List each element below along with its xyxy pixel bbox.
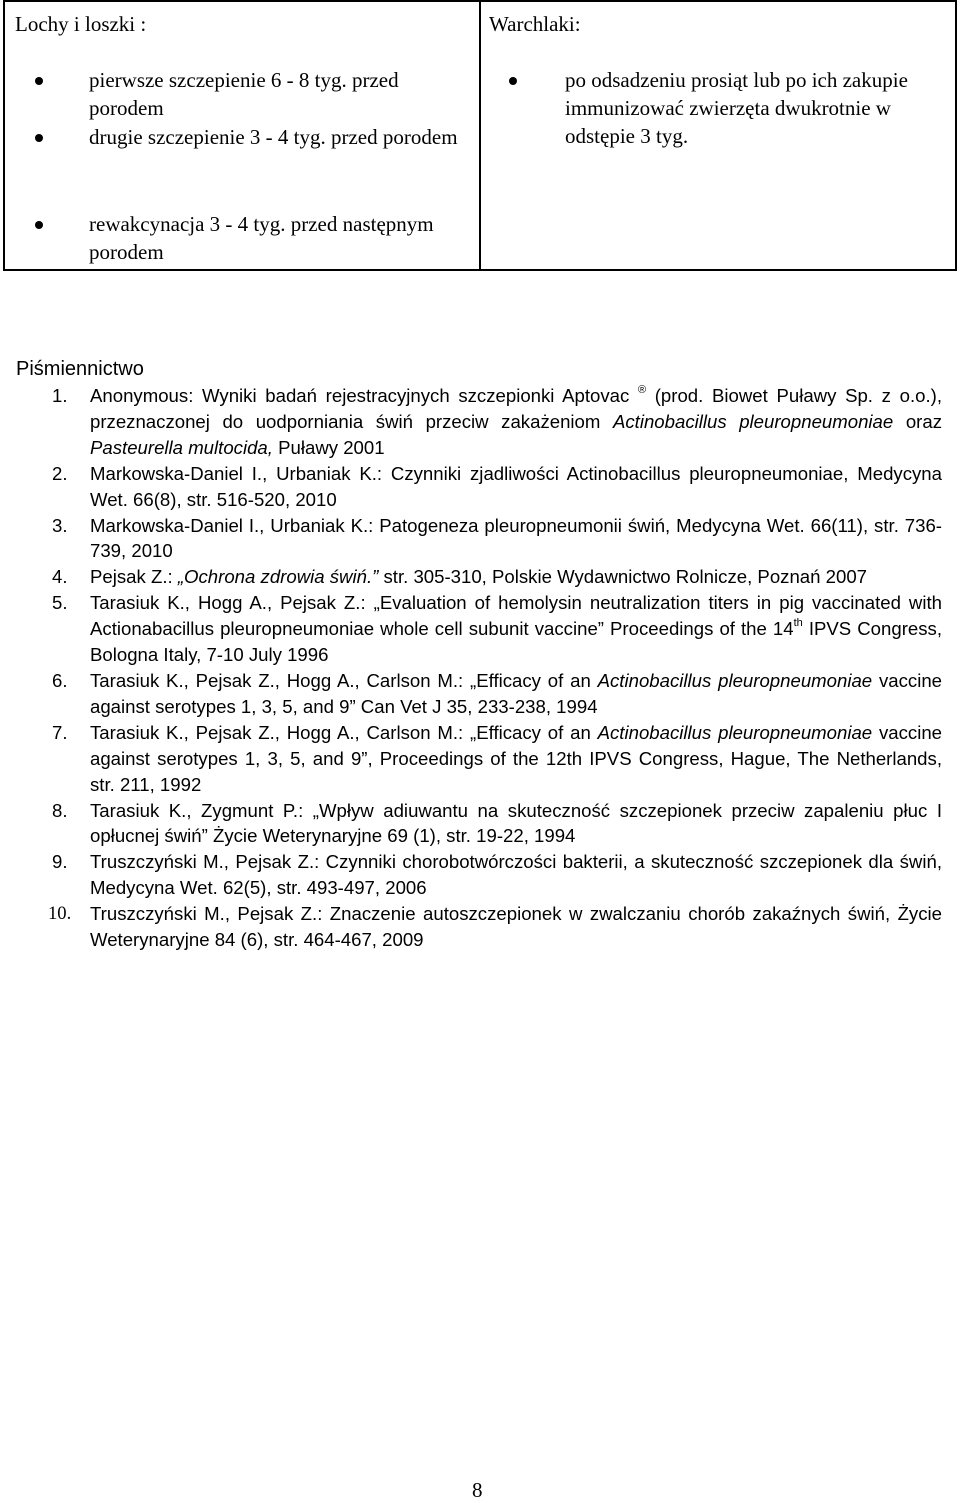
reference-text: Markowska-Daniel I., Urbaniak K.: Patogeneza pleuropneumonii świń, Medycyna Wet. 66(11), str. 736-739, 2010 bbox=[90, 514, 942, 562]
page-number: 8 bbox=[472, 1478, 483, 1502]
book-title: „Ochrona zdrowia świń.” bbox=[177, 566, 379, 588]
reference-text: Puławy 2001 bbox=[272, 436, 385, 458]
reference-number: 3. bbox=[52, 514, 68, 536]
column-divider bbox=[479, 2, 481, 269]
sows-column-title: Lochy i loszki : bbox=[15, 12, 147, 36]
list-item: drugie szczepienie 3 - 4 tyg. przed porodem bbox=[15, 123, 465, 151]
vaccination-schedule-table bbox=[3, 0, 957, 271]
species-name: Actinobacillus pleuropneumoniae bbox=[597, 721, 873, 743]
reference-number: 2. bbox=[52, 462, 68, 484]
list-item: po odsadzeniu prosiąt lub po ich zakupie immunizować zwierzęta dwukrotnie w odstępie 3 tyg. bbox=[489, 66, 957, 150]
reference-item bbox=[52, 383, 942, 461]
reference-number: 10. bbox=[48, 903, 72, 925]
reference-number: 6. bbox=[52, 669, 68, 691]
reference-item bbox=[52, 564, 942, 590]
reference-text: Markowska-Daniel I., Urbaniak K.: Czynniki zjadliwości Actinobacillus pleuropneumoniae, Medycyna Wet. 66(8), str. 516-520, 2010 bbox=[90, 462, 942, 510]
reference-item bbox=[52, 668, 942, 720]
reference-text: Tarasiuk K., Zygmunt P.: „Wpływ adiuwantu na skuteczność szczepionek przeciw zapaleniu płuc I opłucnej świń” Życie Weterynaryjne 69 (1), str. 19-22, 1994 bbox=[90, 799, 942, 847]
references-list bbox=[48, 383, 943, 953]
reference-text: Truszczyński M., Pejsak Z.: Czynniki chorobotwórczości bakterii, a skuteczność szczepionek dla świń, Medycyna Wet. 62(5), str. 493-497, 2006 bbox=[90, 851, 942, 899]
reference-number: 9. bbox=[52, 851, 68, 873]
reference-text: Tarasiuk K., Pejsak Z., Hogg A., Carlson M.: „Efficacy of an bbox=[90, 721, 598, 743]
reference-item bbox=[52, 849, 942, 901]
reference-number: 8. bbox=[52, 799, 68, 821]
reference-text: str. 305-310, Polskie Wydawnictwo Rolnicze, Poznań 2007 bbox=[378, 566, 868, 588]
reference-item bbox=[48, 901, 942, 953]
list-item: pierwsze szczepienie 6 - 8 tyg. przed porodem bbox=[15, 66, 465, 122]
list-item: rewakcynacja 3 - 4 tyg. przed następnym porodem bbox=[15, 210, 465, 266]
reference-text: Truszczyński M., Pejsak Z.: Znaczenie autoszczepionek w zwalczaniu chorób zakaźnych świń, Życie Weterynaryjne 84 (6), str. 464-467, 2009 bbox=[90, 903, 942, 951]
reference-text: Tarasiuk K., Pejsak Z., Hogg A., Carlson M.: „Efficacy of an bbox=[90, 669, 598, 691]
reference-item bbox=[52, 720, 942, 798]
species-name: Actinobacillus pleuropneumoniae bbox=[612, 410, 894, 432]
reference-text: oraz bbox=[893, 410, 942, 432]
reference-number: 4. bbox=[52, 566, 68, 588]
reference-text: vaccine against serotypes 1, 3, 5, and 9”, Proceedings of the 12th IPVS Congress, Hague, The Netherlands, str. 211, 1992 bbox=[90, 721, 943, 795]
reference-item bbox=[52, 513, 942, 565]
references-heading: Piśmiennictwo bbox=[16, 358, 144, 380]
reference-text: IPVS Congress, Bologna Italy, 7-10 July 1996 bbox=[90, 618, 942, 666]
reference-text: vaccine against serotypes 1, 3, 5, and 9” Can Vet J 35, 233-238, 1994 bbox=[90, 669, 943, 717]
reference-number: 5. bbox=[52, 592, 68, 614]
species-name: Pasteurella multocida, bbox=[90, 436, 273, 458]
reference-item bbox=[52, 590, 942, 668]
reference-item bbox=[52, 798, 942, 850]
ordinal-suffix: th bbox=[793, 617, 803, 630]
weaners-column-title: Warchlaki: bbox=[489, 12, 581, 36]
registered-trademark-icon: ® bbox=[637, 384, 647, 396]
reference-number: 1. bbox=[52, 385, 68, 406]
species-name: Actinobacillus pleuropneumoniae bbox=[597, 669, 873, 691]
reference-text: Pejsak Z.: bbox=[90, 566, 178, 588]
reference-number: 7. bbox=[52, 721, 68, 743]
reference-text: Anonymous: Wyniki badań rejestracyjnych szczepionki Aptovac bbox=[90, 385, 638, 406]
reference-text: (prod. Biowet Puławy Sp. z o.o.), przeznaczonej do uodporniania świń przeciw zakażeniom bbox=[90, 385, 942, 432]
reference-text: Tarasiuk K., Hogg A., Pejsak Z.: „Evaluation of hemolysin neutralization titers in pig vaccinated with Actionabacillus pleuropneumoniae whole cell subunit vaccine” Proceedings of the 14 bbox=[90, 592, 942, 640]
reference-item bbox=[52, 461, 942, 513]
